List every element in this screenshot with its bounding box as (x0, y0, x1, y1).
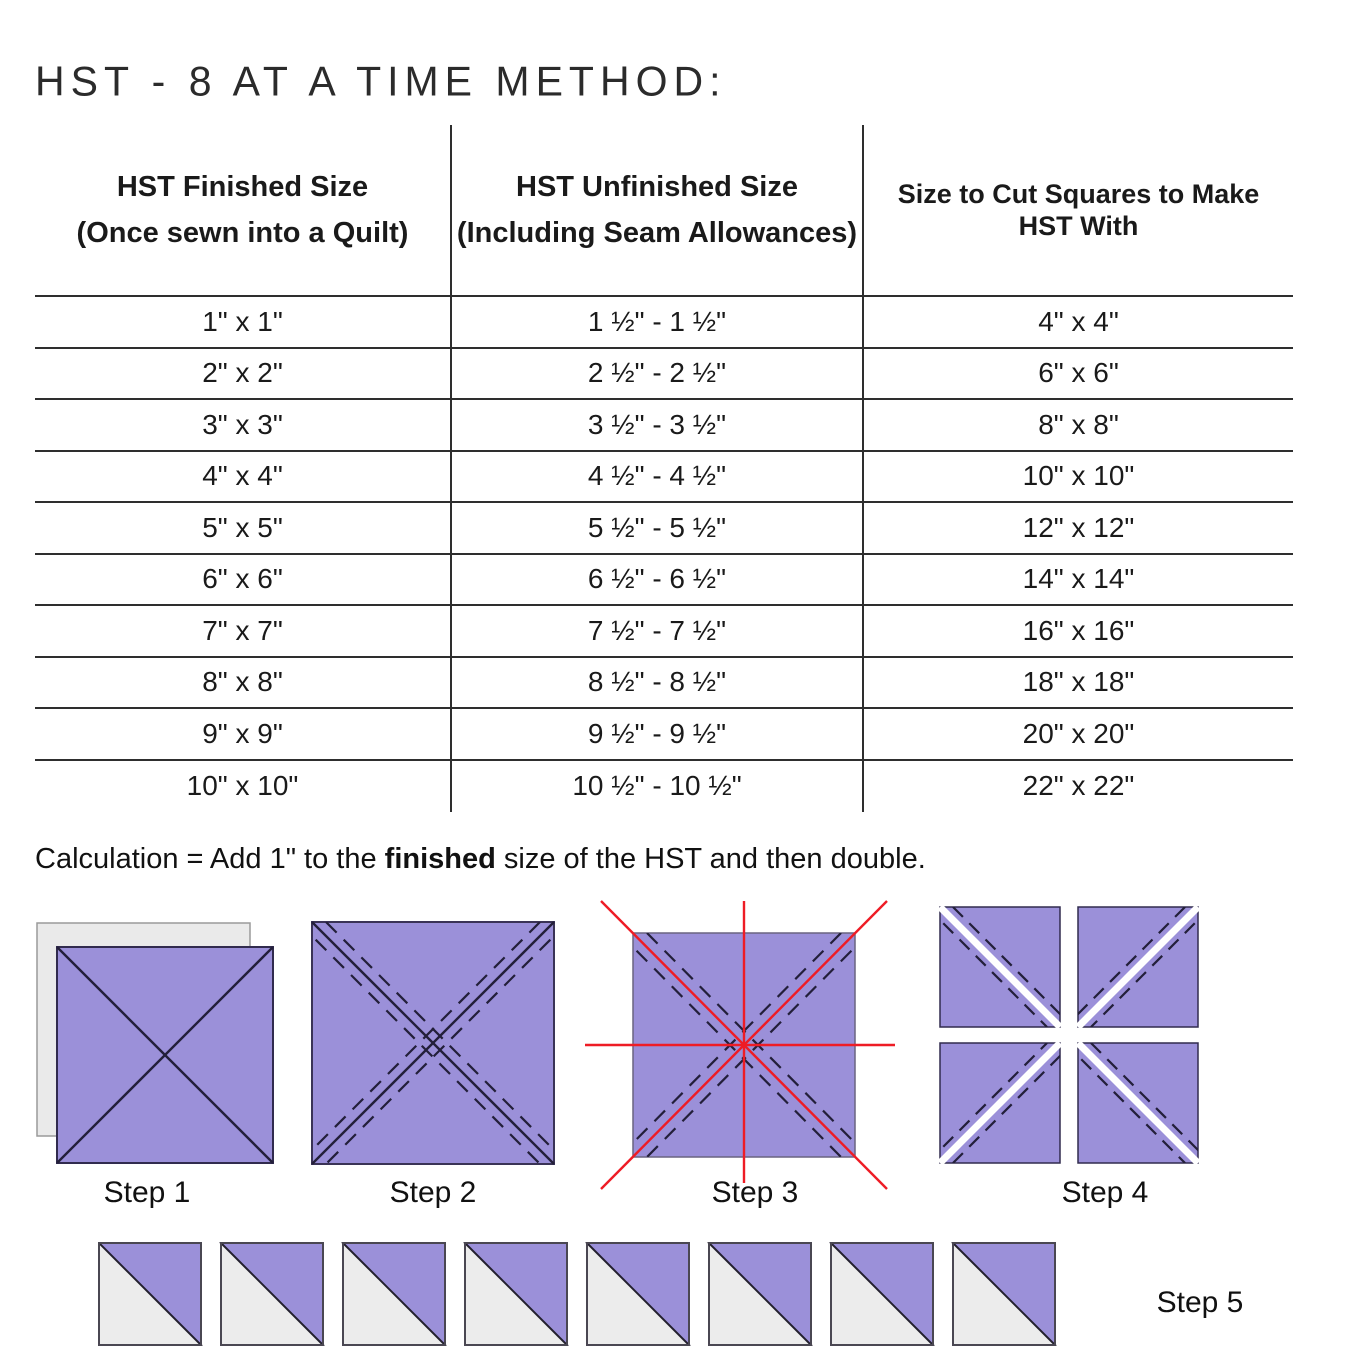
header-line: HST Finished Size (116, 171, 369, 203)
step1-label: Step 1 (103, 1176, 191, 1209)
cut-quarter-top-right (1065, 907, 1203, 1027)
table-cell-cut: 4" x 4" (862, 297, 1293, 349)
table-cell-finished: 8" x 8" (35, 658, 450, 710)
table-cell-finished: 10" x 10" (186, 770, 299, 802)
step4-diagram (935, 895, 1203, 1170)
table-cell-unfinished: 8 ½" - 8 ½" (450, 658, 862, 710)
step3-label: Step 3 (711, 1176, 799, 1209)
table-cell-cut: 12" x 12" (862, 503, 1293, 555)
step2-diagram (310, 920, 556, 1166)
table-cell-cut: 6" x 6" (862, 349, 1293, 401)
table-cell-finished: 5" x 5" (35, 503, 450, 555)
cut-quarter-top-left (935, 907, 1073, 1027)
table-cell-cut: 18" x 18" (862, 658, 1293, 710)
page-title: HST - 8 AT A TIME METHOD: (35, 57, 727, 105)
table-cell-unfinished: 3 ½" - 3 ½" (450, 400, 862, 452)
calculation-bold-word: finished (384, 843, 496, 875)
calculation-text: Calculation = Add 1" to the (35, 843, 385, 875)
header-line: HST With (1018, 211, 1139, 241)
step2-label: Step 2 (389, 1176, 477, 1209)
header-line: (Once sewn into a Quilt) (76, 217, 409, 249)
table-cell-cut: 10" x 10" (862, 452, 1293, 504)
table-cell-cut: 16" x 16" (862, 606, 1293, 658)
table-cell-cut: 20" x 20" (862, 709, 1293, 761)
cut-quarter-bottom-right (1065, 1043, 1203, 1163)
hst-unit (220, 1242, 324, 1346)
column-header-finished-size (35, 125, 450, 297)
table-cell-cut: 22" x 22" (862, 761, 1293, 813)
header-line: (Including Seam Allowances) (456, 217, 858, 249)
header-line: Size to Cut Squares to Make (897, 179, 1260, 209)
hst-unit (830, 1242, 934, 1346)
calculation-note (35, 843, 926, 876)
table-cell-finished: 7" x 7" (35, 606, 450, 658)
hst-size-table (35, 125, 1293, 812)
table-cell-unfinished: 7 ½" - 7 ½" (450, 606, 862, 658)
step5-hst-row (98, 1242, 1074, 1346)
step5-label: Step 5 (1156, 1286, 1244, 1319)
table-cell-unfinished: 5 ½" - 5 ½" (450, 503, 862, 555)
column-header-cut-size (862, 125, 1293, 297)
table-cell-finished: 4" x 4" (35, 452, 450, 504)
table-cell-finished: 9" x 9" (35, 709, 450, 761)
table-cell-finished: 3" x 3" (35, 400, 450, 452)
table-cell-finished: 2" x 2" (35, 349, 450, 401)
table-cell-cut: 14" x 14" (862, 555, 1293, 607)
hst-unit (586, 1242, 690, 1346)
table-cell-unfinished: 10 ½" - 10 ½" (450, 761, 862, 813)
step4-label: Step 4 (1061, 1176, 1149, 1209)
table-cell-unfinished: 2 ½" - 2 ½" (450, 349, 862, 401)
table-cell-unfinished: 9 ½" - 9 ½" (450, 709, 862, 761)
table-cell-finished: 6" x 6" (35, 555, 450, 607)
cut-quarter-bottom-left (935, 1043, 1073, 1163)
table-cell-unfinished: 6 ½" - 6 ½" (450, 555, 862, 607)
table-cell-cut: 8" x 8" (862, 400, 1293, 452)
hst-unit (98, 1242, 202, 1346)
column-header-unfinished-size (450, 125, 862, 297)
hst-unit (952, 1242, 1056, 1346)
calculation-text: size of the HST and then double. (495, 843, 926, 875)
step1-diagram (33, 918, 278, 1166)
step3-diagram (585, 885, 895, 1205)
header-line: HST Unfinished Size (516, 171, 798, 203)
table-cell-unfinished: 1 ½" - 1 ½" (450, 297, 862, 349)
table-cell-finished: 1" x 1" (35, 297, 450, 349)
table-cell-unfinished: 4 ½" - 4 ½" (450, 452, 862, 504)
hst-unit (708, 1242, 812, 1346)
hst-unit (342, 1242, 446, 1346)
hst-unit (464, 1242, 568, 1346)
